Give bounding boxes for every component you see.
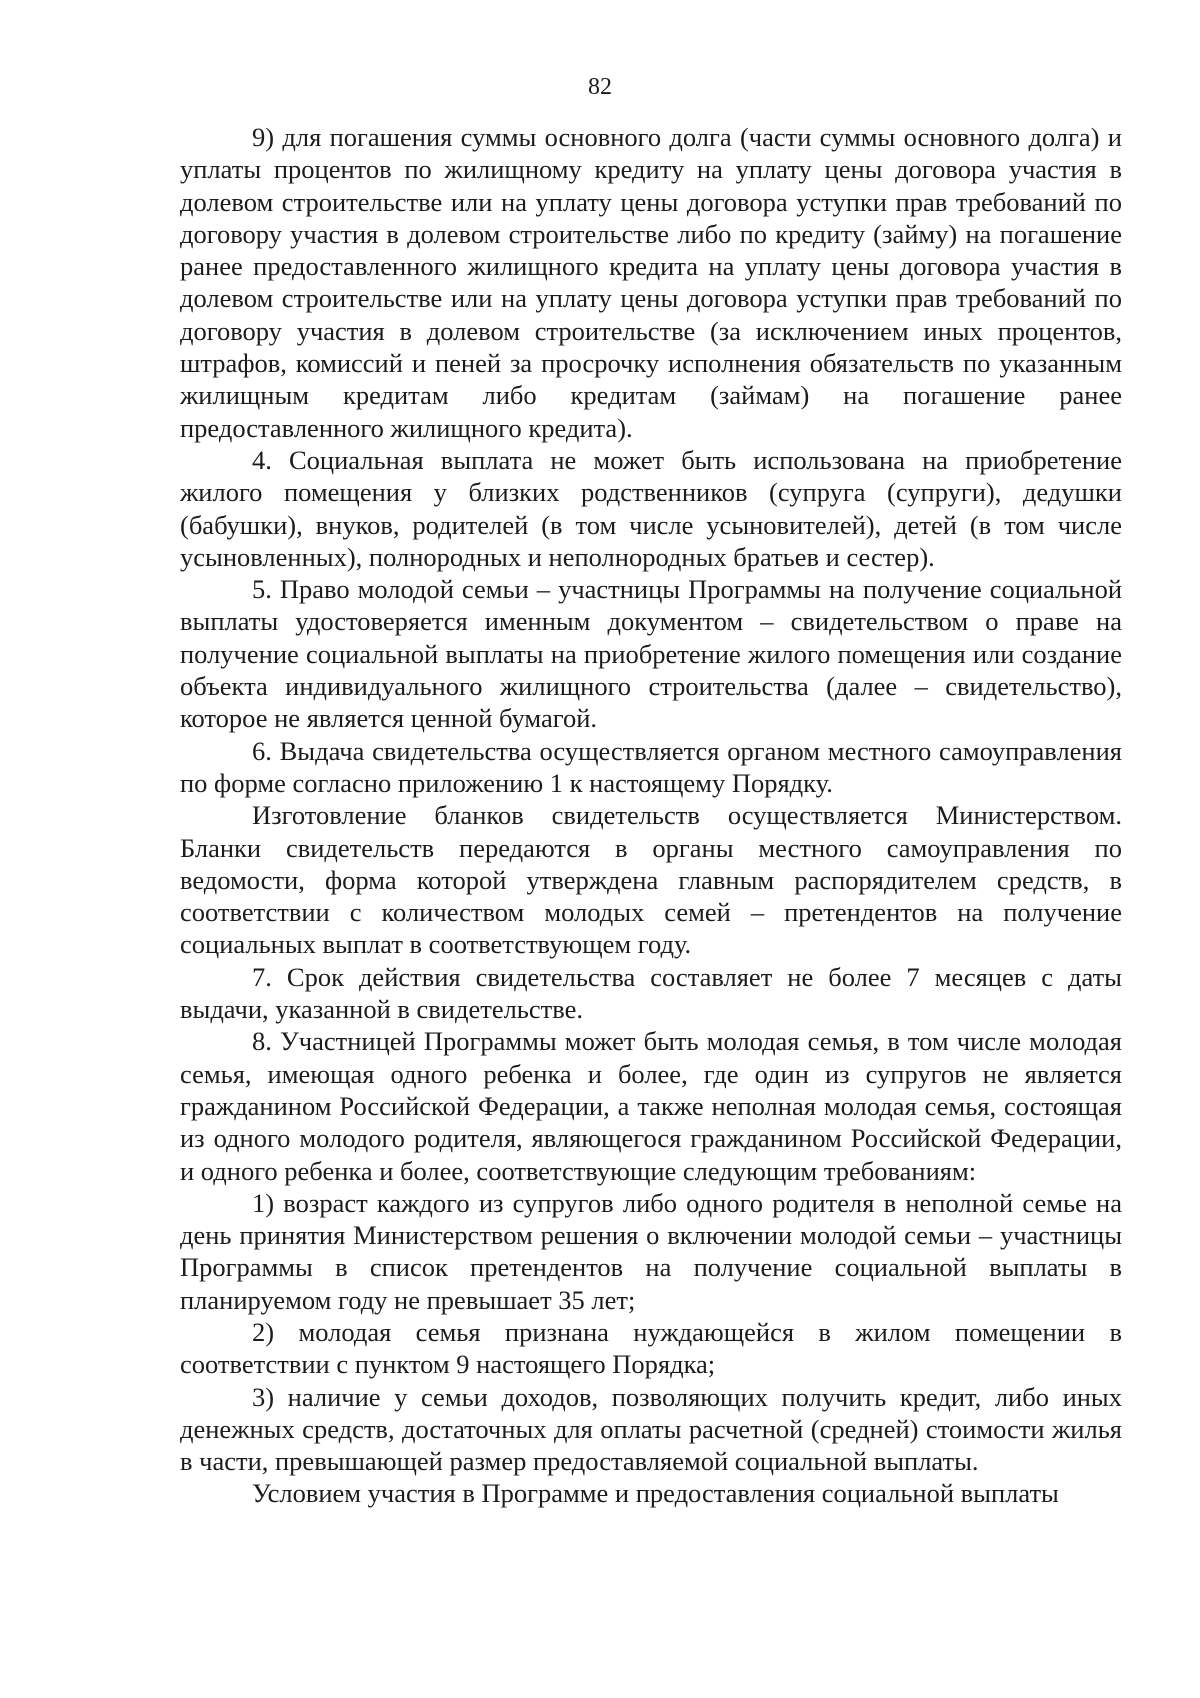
page-number: 82 (588, 74, 612, 100)
paragraph-section-5: 5. Право молодой семьи – участницы Программы на получение социальной выплаты удостоверяется именным документом – свидетельством о праве на получение социальной выплаты на приобретение жилого помещения или создание объекта индивидуального жилищного строительства (далее – свидетельство), которое не является ценной бумагой. (180, 574, 1122, 734)
paragraph-item-9: 9) для погашения суммы основного долга (части суммы основного долга) и уплаты процентов по жилищному кредиту на уплату цены договора участия в долевом строительстве или на уплату цены договора уступки прав требований по договору участия в долевом строительстве либо по кредиту (займу) на погашение ранее предоставленного жилищного кредита на уплату цены договора участия в долевом строительстве или на уплату цены договора уступки прав требований по договору участия в долевом строительстве (за исключением иных процентов, штрафов, комиссий и пеней за просрочку исполнения обязательств по указанным жилищным кредитам либо кредитам (займам) на погашение ранее предоставленного жилищного кредита). (180, 122, 1122, 443)
paragraph-blank-forms: Изготовление бланков свидетельств осуществляется Министерством. Бланки свидетельств передаются в органы местного самоуправления по ведомости, форма которой утверждена главным распорядителем средств, в соответствии с количеством молодых семей – претендентов на получение социальных выплат в соответствующем году. (180, 800, 1122, 960)
paragraph-section-4: 4. Социальная выплата не может быть использована на приобретение жилого помещения у близких родственников (супруга (супруги), дедушки (бабушки), внуков, родителей (в том числе усыновителей), детей (в том числе усыновленных), полнородных и неполнородных братьев и сестер). (180, 444, 1122, 572)
document-body (180, 121, 1122, 1510)
paragraph-participation-condition: Условием участия в Программе и предоставления социальной выплаты (252, 1478, 1059, 1509)
paragraph-requirement-2: 2) молодая семья признана нуждающейся в жилом помещении в соответствии с пунктом 9 настоящего Порядка; (180, 1316, 1122, 1380)
paragraph-requirement-3: 3) наличие у семьи доходов, позволяющих получить кредит, либо иных денежных средств, достаточных для оплаты расчетной (средней) стоимости жилья в части, превышающей размер предоставляемой социальной выплаты. (180, 1381, 1122, 1477)
paragraph-section-6: 6. Выдача свидетельства осуществляется органом местного самоуправления по форме согласно приложению 1 к настоящему Порядку. (180, 735, 1122, 798)
paragraph-section-7: 7. Срок действия свидетельства составляет не более 7 месяцев с даты выдачи, указанной в свидетельстве. (180, 961, 1122, 1025)
paragraph-requirement-1: 1) возраст каждого из супругов либо одного родителя в неполной семье на день принятия Министерством решения о включении молодой семьи – участницы Программы в список претендентов на получение социальной выплаты в планируемом году не превышает 35 лет; (180, 1187, 1122, 1315)
paragraph-section-8: 8. Участницей Программы может быть молодая семья, в том числе молодая семья, имеющая одного ребенка и более, где один из супругов не является гражданином Российской Федерации, а также неполная молодая семья, состоящая из одного молодого родителя, являющегося гражданином Российской Федерации, и одного ребенка и более, соответствующие следующим требованиям: (180, 1026, 1122, 1186)
